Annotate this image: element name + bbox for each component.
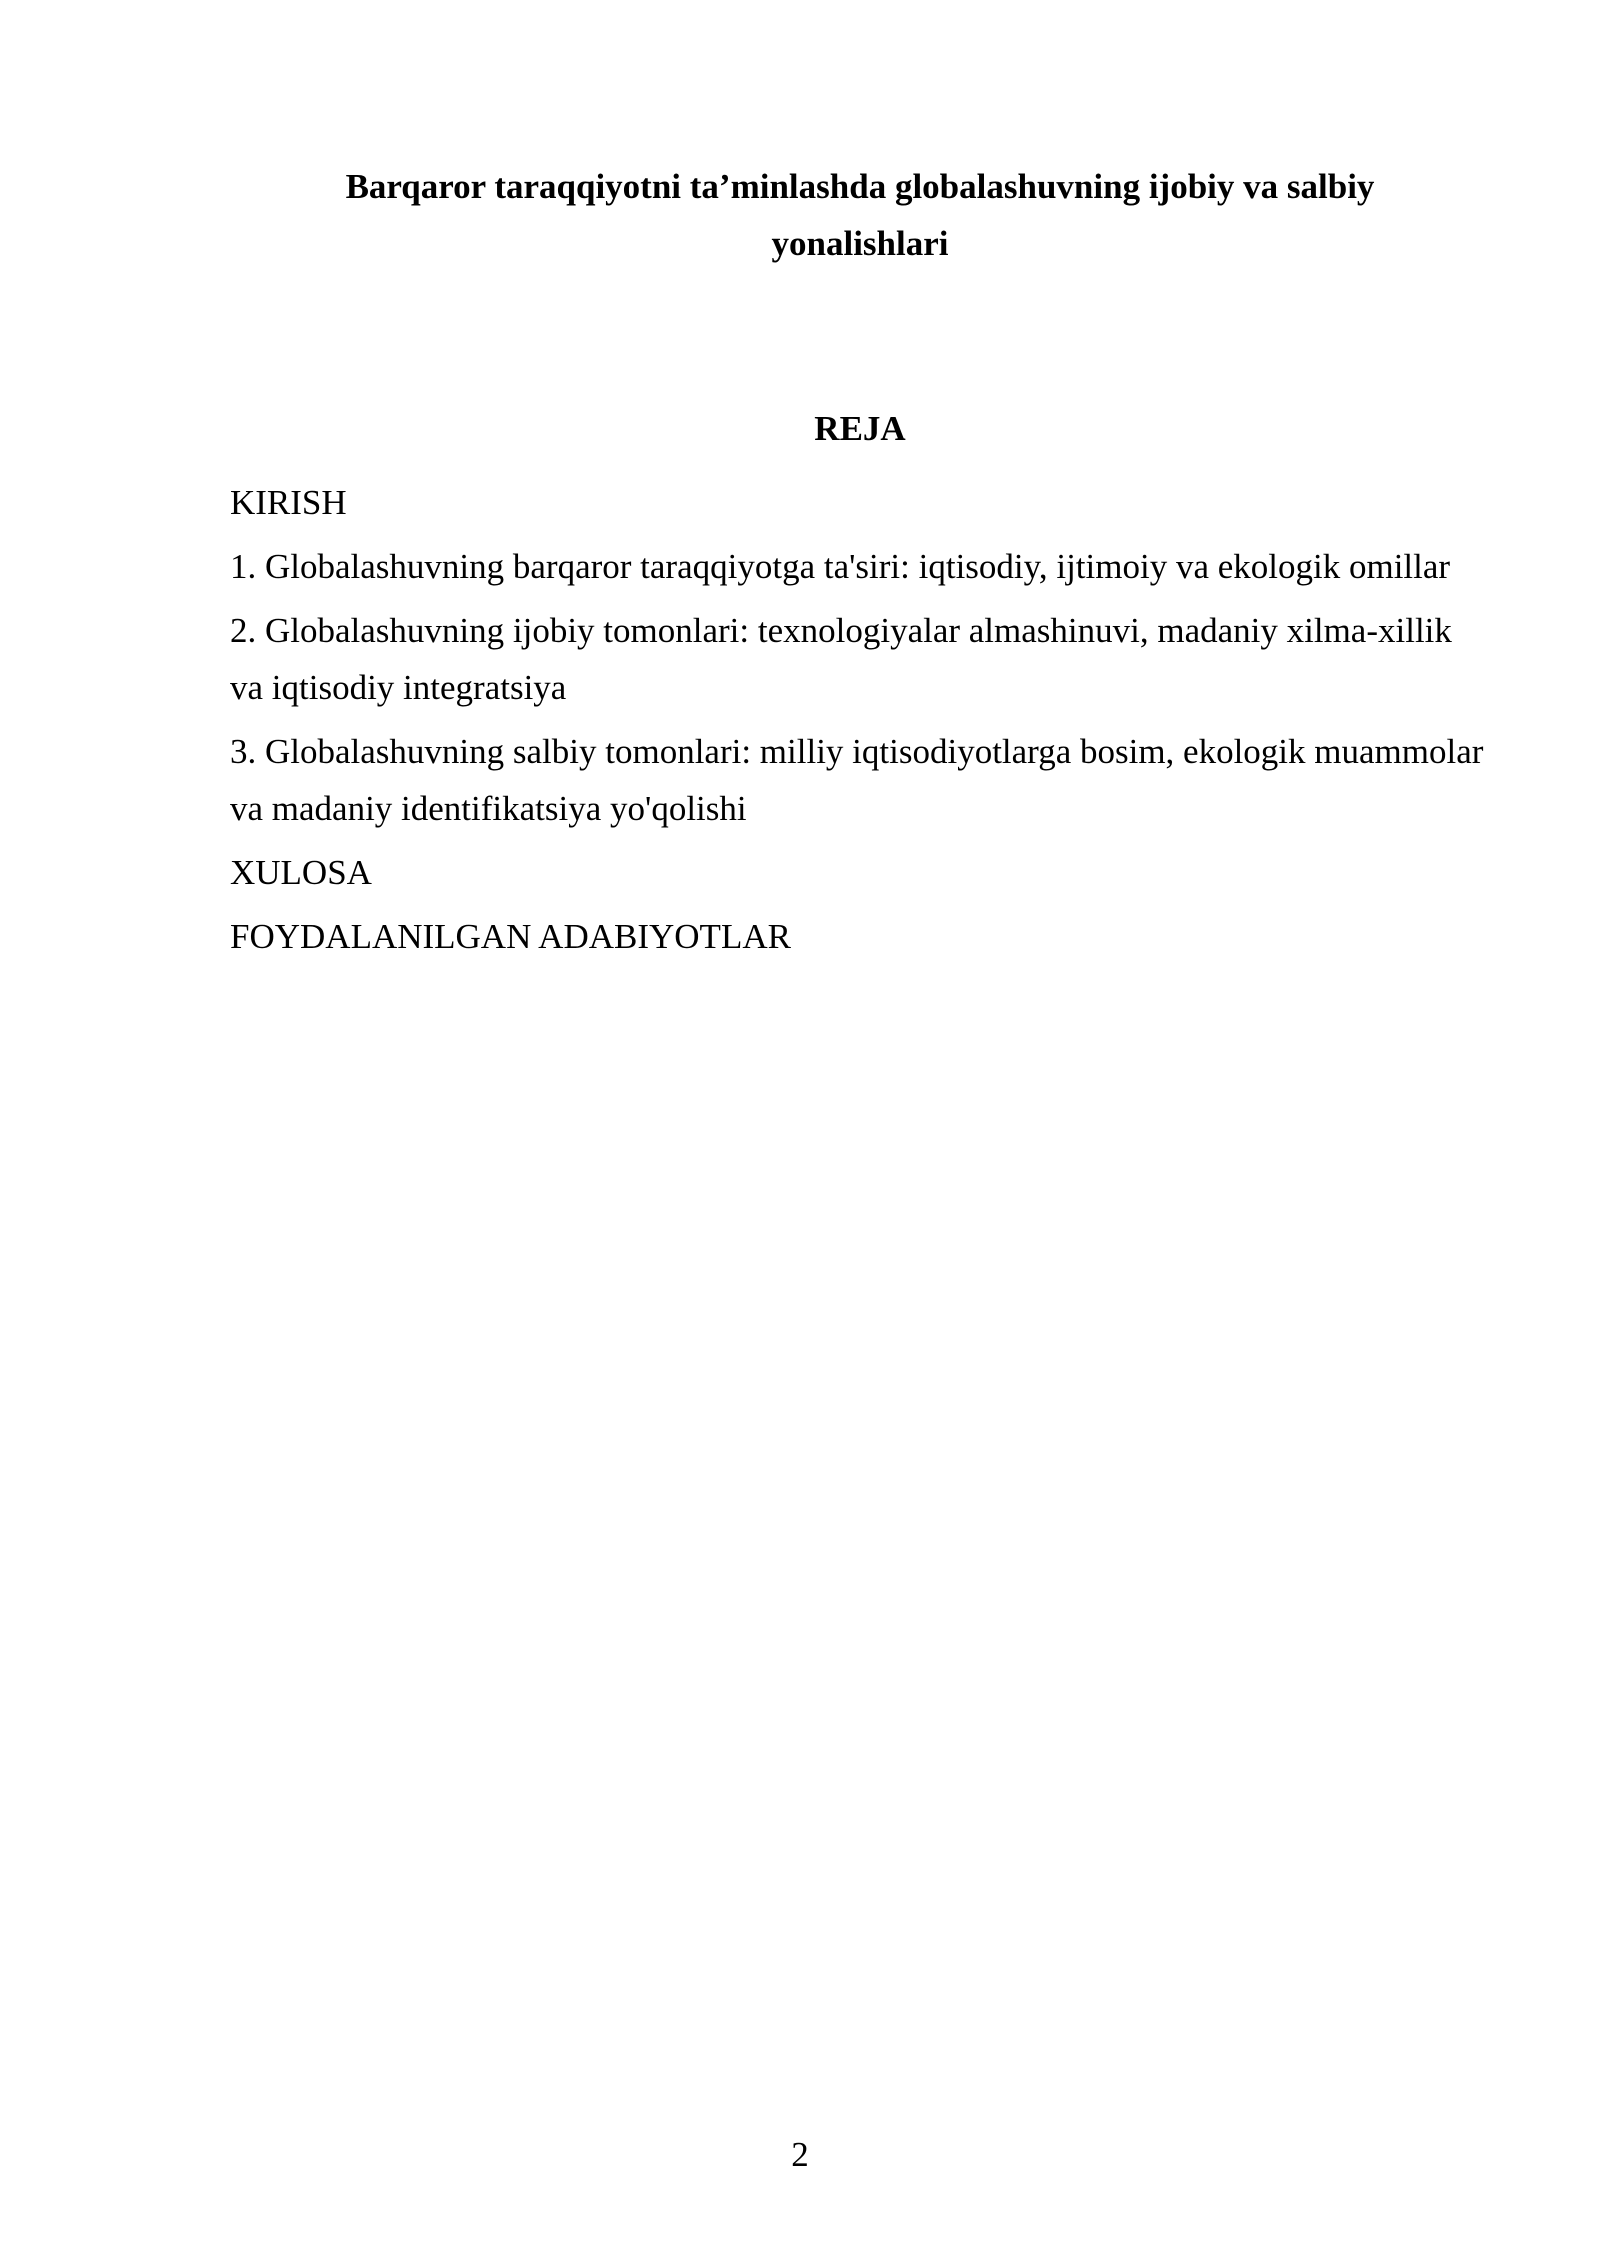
document-title: Barqaror taraqqiyotni ta’minlashda globalashuvning ijobiy va salbiy yonalishlari xyxy=(345,167,1375,263)
plan-item-2: 2. Globalashuvning ijobiy tomonlari: texnologiyalar almashinuvi, madaniy xilma-xillik va iqtisodiy integratsiya xyxy=(230,611,1452,707)
plan-heading: REJA xyxy=(814,409,906,448)
plan-item-references: FOYDALANILGAN ADABIYOTLAR xyxy=(230,917,791,956)
plan-list xyxy=(230,474,1490,972)
plan-item-introduction: KIRISH xyxy=(230,483,347,522)
plan-item-conclusion: XULOSA xyxy=(230,853,372,892)
plan-item-1: 1. Globalashuvning barqaror taraqqiyotga ta'siri: iqtisodiy, ijtimoiy va ekologik omillar xyxy=(230,547,1451,586)
page-number: 2 xyxy=(791,2135,809,2174)
plan-item-3: 3. Globalashuvning salbiy tomonlari: milliy iqtisodiyotlarga bosim, ekologik muammolar va madaniy identifikatsiya yo'qolishi xyxy=(230,732,1484,828)
